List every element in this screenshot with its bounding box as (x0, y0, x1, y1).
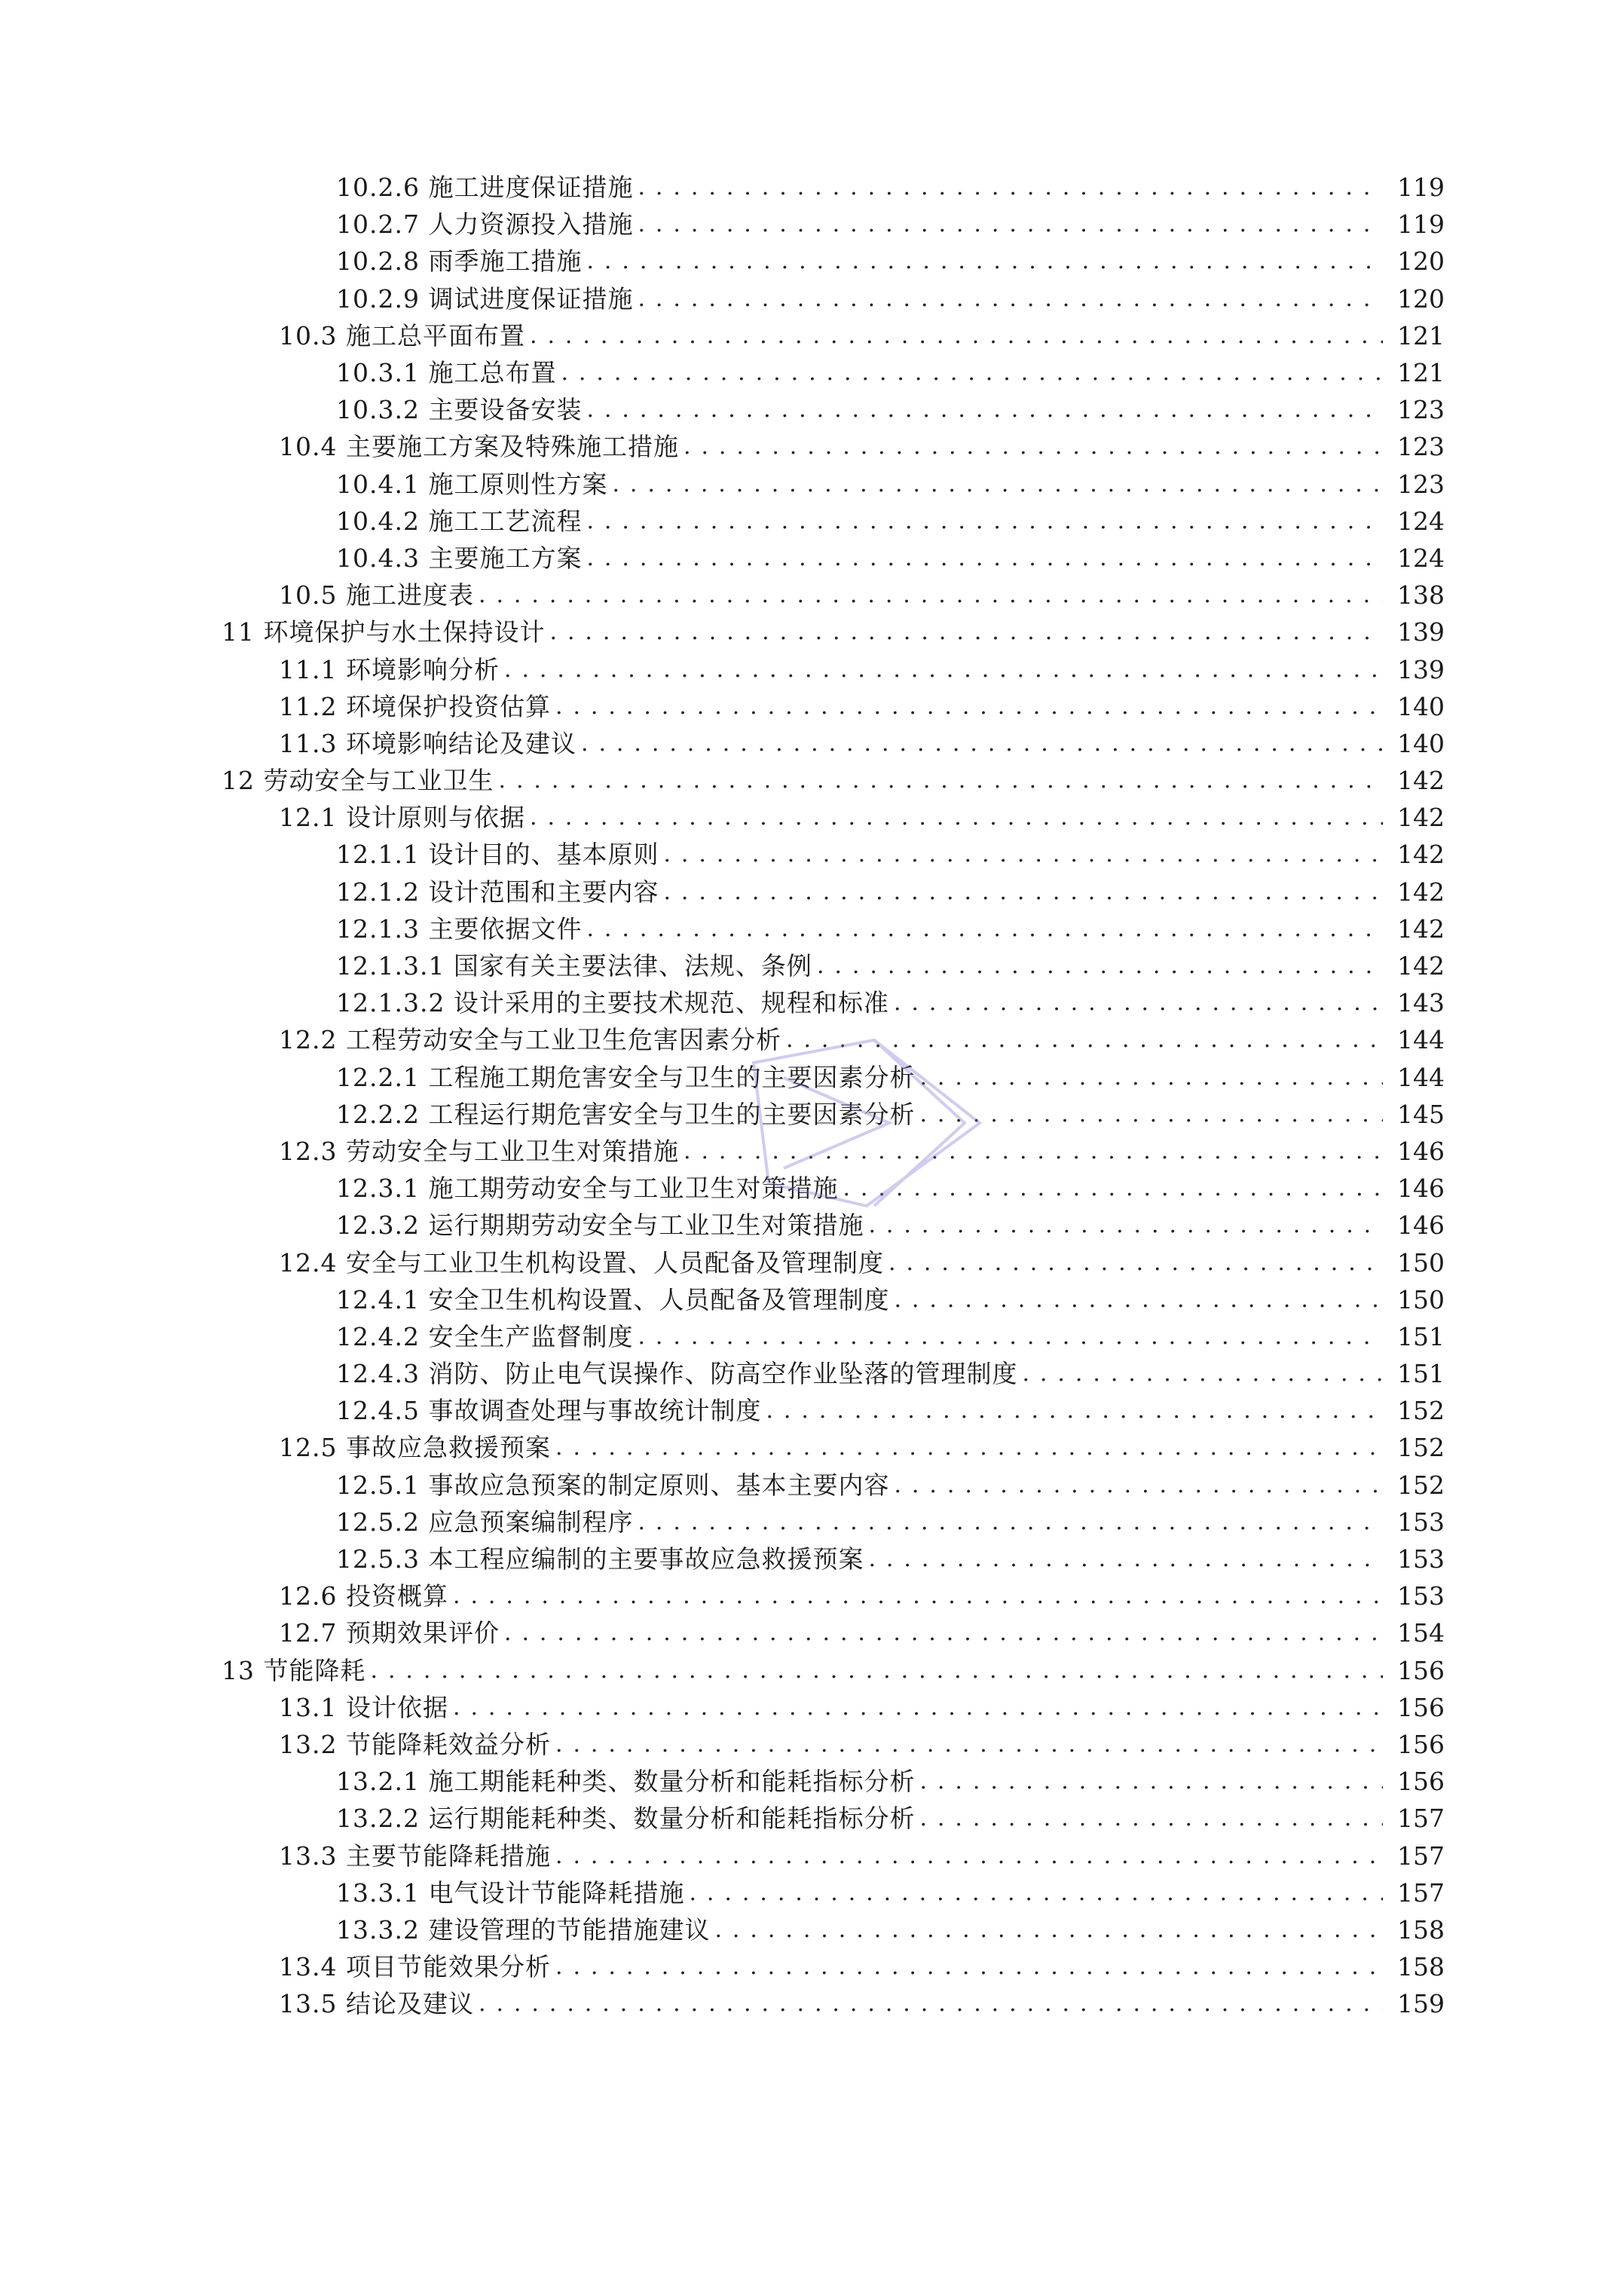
toc-entry-page-number: 157 (1397, 1877, 1445, 1908)
toc-entry-page-number: 142 (1397, 803, 1445, 833)
toc-entry-page-number: 146 (1397, 1210, 1445, 1241)
toc-entry-page-number: 151 (1397, 1321, 1445, 1351)
dot-leader (663, 874, 1383, 910)
toc-entry-page-number: 156 (1397, 1692, 1445, 1722)
toc-entry[interactable] (0, 169, 1624, 206)
toc-entry[interactable] (0, 1392, 1624, 1429)
toc-entry[interactable] (0, 910, 1624, 947)
toc-entry-title: 12.4.5 事故调查处理与事故统计制度 (336, 1396, 762, 1426)
toc-entry-title: 12.1.2 设计范围和主要内容 (336, 877, 659, 907)
dot-leader (479, 1985, 1383, 2022)
toc-entry[interactable] (0, 874, 1624, 910)
toc-entry-page-number: 121 (1397, 358, 1445, 388)
toc-entry[interactable] (0, 1985, 1624, 2022)
toc-entry-page-number: 119 (1397, 173, 1445, 203)
dot-leader (894, 1281, 1383, 1318)
toc-entry-title: 10.2.9 调试进度保证措施 (336, 283, 634, 314)
toc-entry-page-number: 142 (1397, 840, 1445, 870)
toc-entry[interactable] (0, 725, 1624, 762)
toc-entry[interactable] (0, 354, 1624, 391)
toc-entry[interactable] (0, 1652, 1624, 1689)
toc-entry-page-number: 156 (1397, 1767, 1445, 1797)
toc-entry-page-number: 120 (1397, 246, 1445, 277)
toc-entry-title: 13.5 结论及建议 (279, 1989, 474, 2019)
toc-entry-page-number: 152 (1397, 1433, 1445, 1463)
toc-entry[interactable] (0, 577, 1624, 614)
dot-leader (453, 1689, 1383, 1726)
toc-entry[interactable] (0, 1763, 1624, 1800)
toc-entry[interactable] (0, 1689, 1624, 1726)
toc-entry-page-number: 145 (1397, 1099, 1445, 1129)
toc-entry[interactable] (0, 614, 1624, 650)
dot-leader (817, 947, 1383, 984)
toc-entry-page-number: 146 (1397, 1174, 1445, 1204)
toc-entry-page-number: 142 (1397, 951, 1445, 981)
toc-entry-page-number: 154 (1397, 1618, 1445, 1648)
toc-entry-title: 10.5 施工进度表 (279, 580, 474, 610)
toc-entry-title: 12.1.3 主要依据文件 (336, 913, 583, 944)
dot-leader (894, 1467, 1383, 1504)
toc-entry-title: 11.3 环境影响结论及建议 (279, 728, 577, 758)
toc-entry-page-number: 157 (1397, 1841, 1445, 1871)
dot-leader (530, 799, 1383, 836)
toc-entry-page-number: 156 (1397, 1729, 1445, 1759)
dot-leader (689, 1874, 1383, 1911)
toc-entry-title: 12.6 投资概算 (279, 1581, 448, 1611)
toc-entry[interactable] (0, 466, 1624, 503)
toc-entry-title: 12.7 预期效果评价 (279, 1618, 500, 1648)
dot-leader (504, 651, 1383, 688)
toc-entry-title: 12.4.2 安全生产监督制度 (336, 1321, 634, 1351)
dot-leader (370, 1652, 1383, 1689)
toc-entry-title: 12.4 安全与工业卫生机构设置、人员配备及管理制度 (279, 1247, 884, 1278)
toc-entry[interactable] (0, 428, 1624, 465)
toc-entry-page-number: 156 (1397, 1655, 1445, 1685)
toc-entry[interactable] (0, 503, 1624, 540)
toc-entry-page-number: 123 (1397, 469, 1445, 499)
toc-entry-page-number: 143 (1397, 988, 1445, 1018)
dot-leader (663, 836, 1383, 873)
toc-entry-page-number: 120 (1397, 283, 1445, 314)
toc-entry[interactable] (0, 1504, 1624, 1541)
dot-leader (1022, 1355, 1383, 1392)
toc-entry-page-number: 139 (1397, 654, 1445, 684)
toc-entry[interactable] (0, 1318, 1624, 1355)
toc-entry-title: 13.2 节能降耗效益分析 (279, 1729, 551, 1759)
toc-entry-page-number: 150 (1397, 1247, 1445, 1278)
dot-leader (638, 206, 1383, 243)
toc-entry[interactable] (0, 1541, 1624, 1577)
dot-leader (586, 540, 1383, 577)
dot-leader (919, 1763, 1383, 1800)
dot-leader (868, 1541, 1383, 1577)
toc-entry-title: 11.2 环境保护投资估算 (279, 691, 551, 721)
dot-leader (714, 1911, 1383, 1948)
toc-entry[interactable] (0, 1614, 1624, 1651)
toc-entry-page-number: 157 (1397, 1804, 1445, 1834)
toc-entry-title: 10.3.2 主要设备安装 (336, 395, 583, 425)
toc-entry[interactable] (0, 799, 1624, 836)
toc-entry-page-number: 159 (1397, 1989, 1445, 2019)
toc-entry-page-number: 146 (1397, 1136, 1445, 1166)
toc-entry[interactable] (0, 1577, 1624, 1614)
dot-leader (919, 1800, 1383, 1837)
toc-entry-title: 12.2 工程劳动安全与工业卫生危害因素分析 (279, 1025, 781, 1055)
dot-leader (638, 169, 1383, 206)
dot-leader (586, 503, 1383, 540)
toc-entry[interactable] (0, 762, 1624, 799)
toc-entry-title: 13.3.1 电气设计节能降耗措施 (336, 1877, 685, 1908)
toc-entry-title: 12.1.3.1 国家有关主要法律、法规、条例 (336, 951, 812, 981)
toc-entry[interactable] (0, 540, 1624, 577)
dot-leader (504, 1614, 1383, 1651)
dot-leader (549, 614, 1383, 650)
toc-entry-page-number: 150 (1397, 1284, 1445, 1314)
toc-entry-title: 10.2.7 人力资源投入措施 (336, 210, 634, 240)
toc-entry-title: 12.1.3.2 设计采用的主要技术规范、规程和标准 (336, 988, 889, 1018)
toc-entry-page-number: 153 (1397, 1581, 1445, 1611)
toc-entry-title: 10.4 主要施工方案及特殊施工措施 (279, 432, 679, 462)
toc-entry[interactable] (0, 1874, 1624, 1911)
dot-leader (555, 688, 1383, 725)
dot-leader (530, 317, 1383, 354)
toc-entry-title: 12.3.2 运行期期劳动安全与工业卫生对策措施 (336, 1210, 864, 1241)
toc-entry-page-number: 144 (1397, 1062, 1445, 1092)
dot-leader (638, 1504, 1383, 1541)
dot-leader (638, 1318, 1383, 1355)
dot-leader (561, 354, 1383, 391)
toc-entry-title: 13.2.1 施工期能耗种类、数量分析和能耗指标分析 (336, 1767, 916, 1797)
toc-entry-title: 12.1 设计原则与依据 (279, 803, 525, 833)
dot-leader (586, 910, 1383, 947)
toc-entry-page-number: 140 (1397, 728, 1445, 758)
toc-entry-title: 10.2.6 施工进度保证措施 (336, 173, 634, 203)
toc-entry-title: 12.3.1 施工期劳动安全与工业卫生对策措施 (336, 1174, 839, 1204)
toc-entry-title: 10.4.1 施工原则性方案 (336, 469, 608, 499)
toc-entry-page-number: 152 (1397, 1470, 1445, 1500)
toc-entry-page-number: 124 (1397, 506, 1445, 536)
toc-entry-page-number: 138 (1397, 580, 1445, 610)
toc-entry-page-number: 153 (1397, 1507, 1445, 1537)
toc-entry-title: 12.5.3 本工程应编制的主要事故应急救援预案 (336, 1544, 864, 1574)
watermark-logo (739, 1033, 995, 1229)
toc-entry-page-number: 144 (1397, 1025, 1445, 1055)
dot-leader (555, 1726, 1383, 1763)
toc-entry[interactable] (0, 280, 1624, 317)
toc-entry[interactable] (0, 1244, 1624, 1281)
toc-entry[interactable] (0, 650, 1624, 687)
toc-entry[interactable] (0, 1467, 1624, 1504)
dot-leader (498, 762, 1383, 799)
toc-entry-title: 13.3.2 建设管理的节能措施建议 (336, 1914, 711, 1945)
toc-entry[interactable] (0, 984, 1624, 1021)
toc-entry-title: 12.3 劳动安全与工业卫生对策措施 (279, 1136, 679, 1166)
toc-entry-page-number: 158 (1397, 1914, 1445, 1945)
toc-entry-title: 13.3 主要节能降耗措施 (279, 1841, 551, 1871)
dot-leader (638, 280, 1383, 317)
toc-entry-title: 12.5 事故应急救援预案 (279, 1433, 551, 1463)
toc-entry-title: 12.5.1 事故应急预案的制定原则、基本主要内容 (336, 1470, 890, 1500)
toc-entry-title: 10.2.8 雨季施工措施 (336, 246, 583, 277)
toc-entry-title: 10.3.1 施工总布置 (336, 358, 557, 388)
toc-entry-page-number: 153 (1397, 1544, 1445, 1574)
toc-entry[interactable] (0, 391, 1624, 428)
toc-entry-page-number: 151 (1397, 1359, 1445, 1389)
toc-entry-title: 10.3 施工总平面布置 (279, 320, 525, 350)
dot-leader (555, 1838, 1383, 1874)
toc-entry[interactable] (0, 1355, 1624, 1392)
dot-leader (894, 984, 1383, 1021)
toc-entry-title: 12.2.2 工程运行期危害安全与卫生的主要因素分析 (336, 1099, 916, 1129)
toc-entry-title: 13.4 项目节能效果分析 (279, 1952, 551, 1982)
toc-entry[interactable] (0, 947, 1624, 984)
dot-leader (586, 243, 1383, 280)
dot-leader (555, 1948, 1383, 1985)
toc-entry-page-number: 119 (1397, 210, 1445, 240)
toc-entry-title: 10.4.2 施工工艺流程 (336, 506, 583, 536)
toc-entry[interactable] (0, 1281, 1624, 1318)
toc-entry[interactable] (0, 836, 1624, 873)
toc-entry-title: 13.1 设计依据 (279, 1692, 448, 1722)
dot-leader (888, 1244, 1383, 1281)
dot-leader (586, 391, 1383, 428)
toc-entry[interactable] (0, 317, 1624, 354)
toc-entry-page-number: 124 (1397, 543, 1445, 573)
toc-entry-title: 13.2.2 运行期能耗种类、数量分析和能耗指标分析 (336, 1804, 916, 1834)
toc-entry[interactable] (0, 1429, 1624, 1466)
toc-entry-page-number: 121 (1397, 320, 1445, 350)
dot-leader (479, 577, 1383, 614)
dot-leader (612, 466, 1383, 503)
toc-entry-page-number: 142 (1397, 913, 1445, 944)
toc-entry-title: 11 环境保护与水土保持设计 (222, 617, 546, 647)
toc-entry-title: 12.4.3 消防、防止电气误操作、防高空作业坠落的管理制度 (336, 1359, 1018, 1389)
toc-entry-title: 13 节能降耗 (222, 1655, 366, 1685)
toc-entry[interactable] (0, 1726, 1624, 1763)
toc-entry[interactable] (0, 1911, 1624, 1948)
toc-entry-page-number: 123 (1397, 432, 1445, 462)
toc-entry-page-number: 152 (1397, 1396, 1445, 1426)
toc-entry-title: 12.4.1 安全卫生机构设置、人员配备及管理制度 (336, 1284, 890, 1314)
toc-entry-page-number: 142 (1397, 877, 1445, 907)
toc-entry-page-number: 158 (1397, 1952, 1445, 1982)
toc-entry[interactable] (0, 688, 1624, 725)
dot-leader (581, 725, 1383, 762)
dot-leader (766, 1392, 1383, 1429)
toc-entry-title: 12.1.1 设计目的、基本原则 (336, 840, 659, 870)
toc-entry[interactable] (0, 1837, 1624, 1874)
toc-entry-title: 11.1 环境影响分析 (279, 654, 500, 684)
toc-entry[interactable] (0, 206, 1624, 243)
toc-entry-page-number: 140 (1397, 691, 1445, 721)
toc-entry-page-number: 142 (1397, 766, 1445, 796)
toc-entry-title: 12.5.2 应急预案编制程序 (336, 1507, 634, 1537)
dot-leader (555, 1429, 1383, 1466)
dot-leader (684, 428, 1383, 465)
toc-entry-page-number: 123 (1397, 395, 1445, 425)
toc-entry[interactable] (0, 1800, 1624, 1837)
toc-entry-title: 10.4.3 主要施工方案 (336, 543, 583, 573)
toc-entry[interactable] (0, 1948, 1624, 1985)
toc-entry-title: 12.2.1 工程施工期危害安全与卫生的主要因素分析 (336, 1062, 916, 1092)
toc-entry[interactable] (0, 243, 1624, 280)
toc-entry-title: 12 劳动安全与工业卫生 (222, 766, 494, 796)
toc-entry-page-number: 139 (1397, 617, 1445, 647)
dot-leader (453, 1577, 1383, 1614)
